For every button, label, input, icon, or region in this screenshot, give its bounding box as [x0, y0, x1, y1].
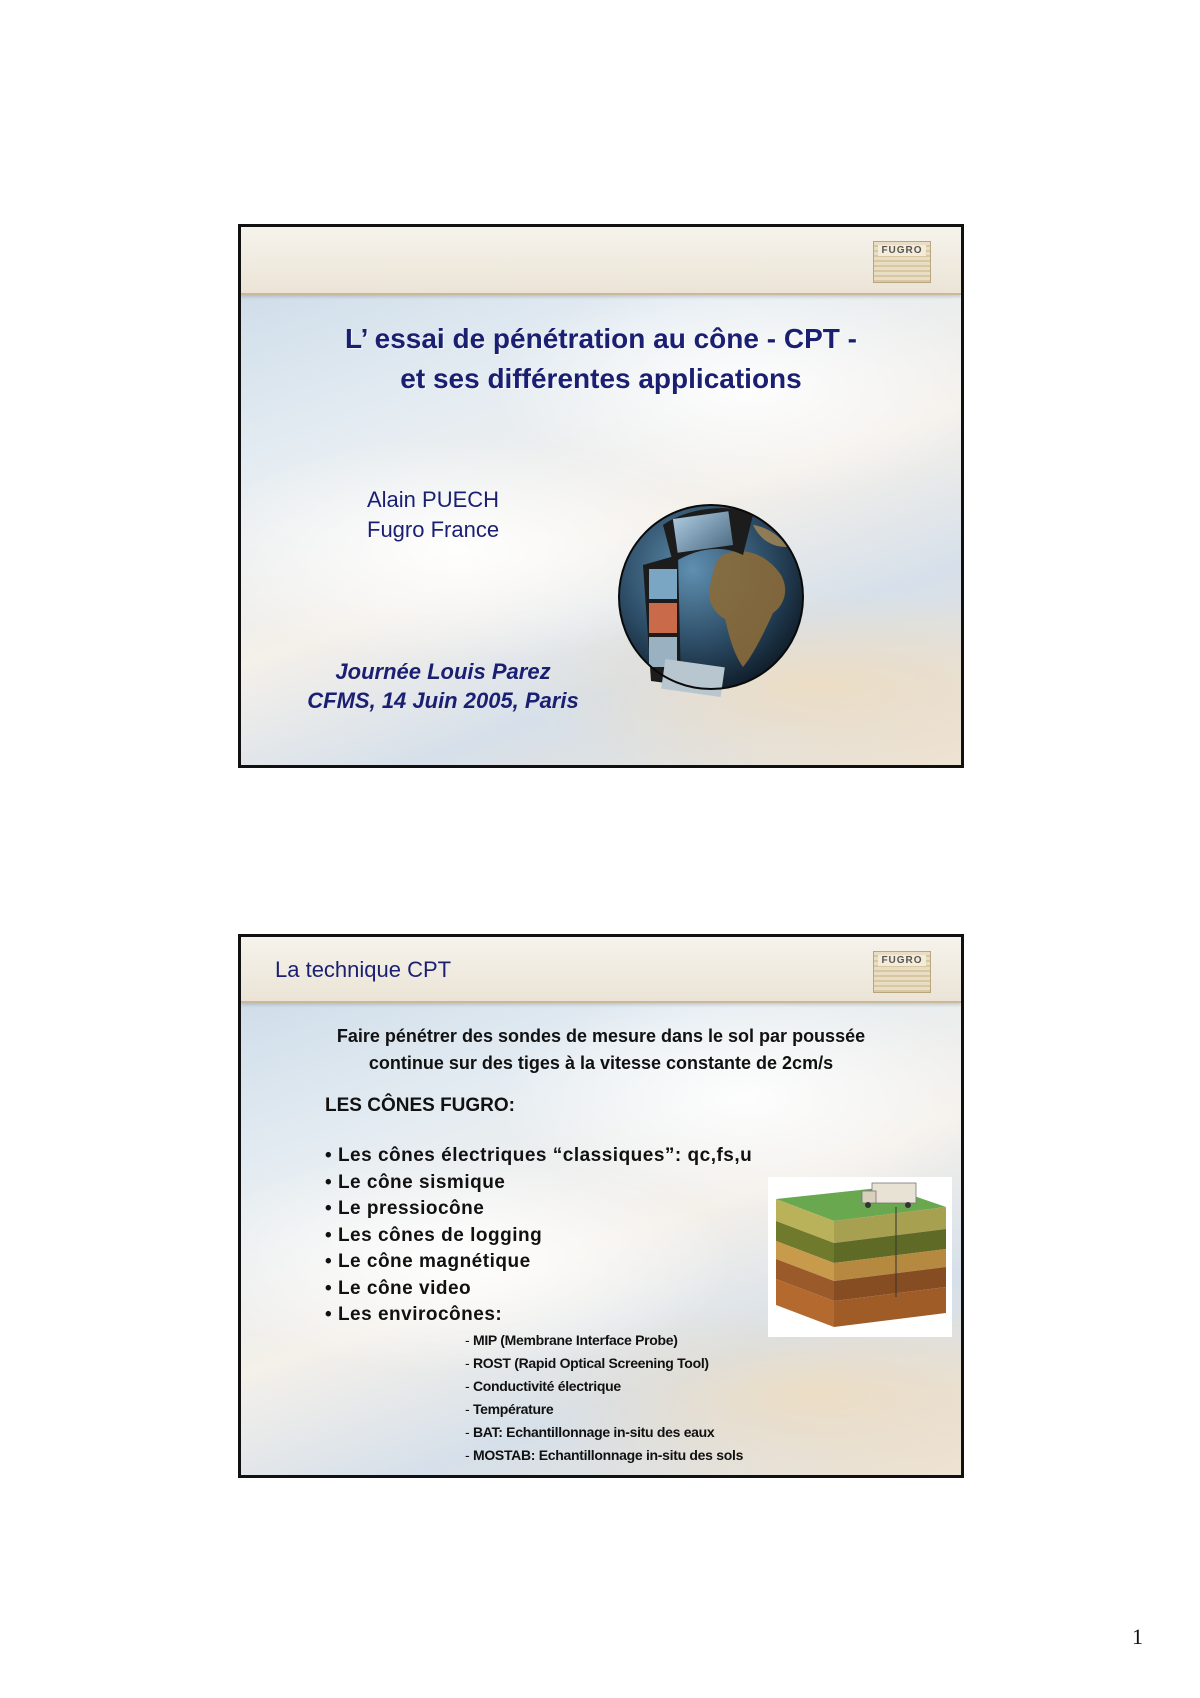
- slide-header-band: [241, 937, 961, 1003]
- intro-text: [281, 1023, 921, 1077]
- sub-list-item: - BAT: Echantillonnage in-situ des eaux: [465, 1421, 743, 1444]
- title-line-1: L’ essai de pénétration au cône - CPT -: [345, 323, 857, 354]
- soil-layers-image: [768, 1177, 952, 1337]
- intro-line-1: Faire pénétrer des sondes de mesure dans le sol par poussée: [336, 1026, 866, 1046]
- fugro-logo: [873, 951, 931, 993]
- slide-title: [238, 224, 964, 768]
- sub-list-item: - MIP (Membrane Interface Probe): [465, 1329, 743, 1352]
- title-line-2: et ses différentes applications: [400, 363, 802, 394]
- event-details: CFMS, 14 Juin 2005, Paris: [307, 688, 579, 713]
- list-item: • Le cône video: [325, 1276, 752, 1303]
- fugro-logo-text: FUGRO: [878, 955, 926, 966]
- list-item: • Le pressiocône: [325, 1196, 752, 1223]
- author-block: [367, 485, 499, 545]
- event-name: Journée Louis Parez: [335, 659, 551, 684]
- cone-list: [325, 1143, 752, 1329]
- page-number: 1: [1132, 1624, 1143, 1649]
- intro-line-2: continue sur des tiges à la vitesse constante de 2cm/s: [368, 1053, 834, 1073]
- fugro-logo-text: FUGRO: [878, 245, 926, 256]
- slide-header-band: [241, 227, 961, 295]
- cpt-truck-soil-icon: [768, 1177, 952, 1337]
- section-heading: LES CÔNES FUGRO:: [325, 1095, 516, 1116]
- slide-title: La technique CPT: [275, 957, 452, 982]
- list-item: • Les cônes de logging: [325, 1223, 752, 1250]
- envirocone-list: [465, 1329, 743, 1467]
- sub-list-item: - Température: [465, 1398, 743, 1421]
- sub-list-item: - Conductivité électrique: [465, 1375, 743, 1398]
- author-name: Alain PUECH: [367, 487, 500, 512]
- list-item: • Les cônes électriques “classiques”: qc,fs,u: [325, 1143, 752, 1170]
- globe-icon: [603, 485, 813, 700]
- globe-image: [603, 485, 813, 700]
- event-block: [293, 657, 593, 715]
- list-item: • Le cône sismique: [325, 1170, 752, 1197]
- fugro-logo: [873, 241, 931, 283]
- author-organization: Fugro France: [367, 517, 500, 542]
- list-item: • Les envirocônes:: [325, 1302, 752, 1329]
- slide-cpt-technique: [238, 934, 964, 1478]
- list-item: • Le cône magnétique: [325, 1249, 752, 1276]
- sub-list-item: - MOSTAB: Echantillonnage in-situ des sols: [465, 1444, 743, 1467]
- sub-list-item: - ROST (Rapid Optical Screening Tool): [465, 1352, 743, 1375]
- presentation-title: [241, 319, 961, 399]
